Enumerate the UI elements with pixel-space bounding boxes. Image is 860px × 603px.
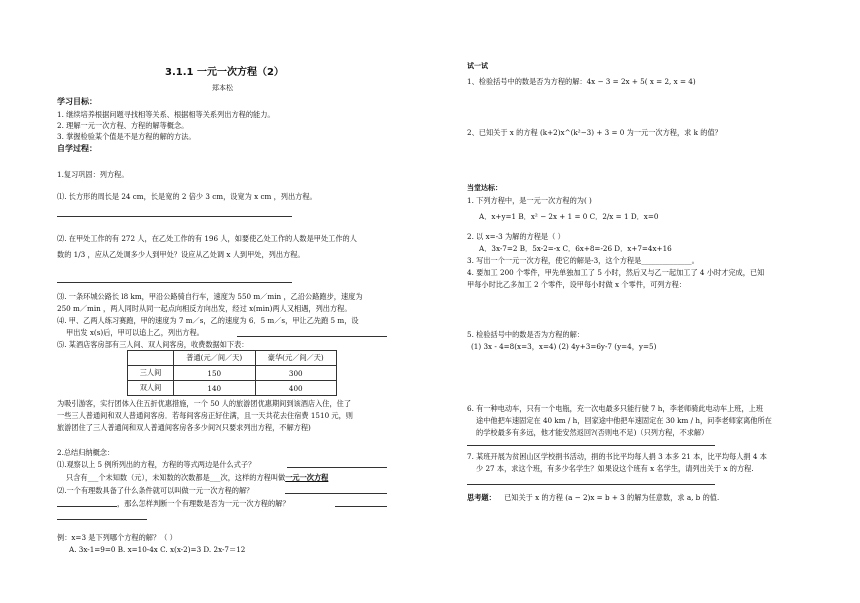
table-cell: 双人间 (128, 381, 174, 396)
summary-question-3: ，那么怎样判断一个有理数是否为一元一次方程的解？ (117, 499, 290, 508)
question-3-line-2: 250 m／min ，两人同时从同一起点向相反方向出发，经过 x(min)两人又相遇，列出方程。 (57, 304, 352, 313)
think-question (467, 493, 719, 502)
practice-question-3: 3. 写出一个一元一次方程，使它的解是-3，这个方程是______________。 (467, 256, 699, 265)
answer-line (335, 506, 387, 507)
answer-line (467, 445, 715, 446)
question-2-line-2: 数的 1/3 ，应从乙处调多少人到甲处？设应从乙处调 x 人到甲处，列出方程。 (57, 250, 305, 259)
question-2-line-1: ⑵. 在甲处工作的有 272 人，在乙处工作的有 196 人，如要使乙处工作的人数是甲处工作的人 (57, 234, 357, 243)
answer-line (57, 216, 292, 217)
answer-line (287, 467, 387, 468)
table-row (128, 366, 337, 381)
practice-question-4-line-1: 4. 要加工 200 个零件，甲先单独加工了 5 小时，然后又与乙一起加工了 4 小时才完成，已知 (467, 268, 765, 277)
table-header-cell: 普通(元／间／天) (174, 351, 256, 366)
author: 郑本松 (212, 84, 233, 92)
practice-question-4-line-2: 甲每小时比乙多加工 2 个零件，设甲每小时做 x 个零件，可列方程： (467, 280, 687, 289)
example-options: A. 3x-1=9=0 B. x=10-4x C. x(x-2)=3 D. 2x-7＝12 (69, 545, 246, 554)
answer-line (237, 336, 387, 337)
table-cell: 400 (255, 381, 337, 396)
answer-line (57, 282, 292, 283)
practice-question-2: 2. 以 x=-3 为解的方程是（ ） (467, 232, 565, 241)
answer-line (285, 493, 387, 494)
table-cell: 300 (255, 366, 337, 381)
table-header-cell: 豪华(元／间／天) (255, 351, 337, 366)
practice-question-6-line-2: 途中他把车速固定在 40 km / h，回家途中他把车速固定在 30 km / h，问李老师家离他所在 (476, 416, 772, 425)
question-5-detail: 为吸引游客，实行团体入住五折优惠措施，一个 50 人的旅游团优惠期间到该酒店入住，住了 (57, 399, 352, 408)
table-cell: 150 (174, 366, 256, 381)
practice-question-6-line-1: 6. 有一种电动车，只有一个电瓶，充一次电最多只能行驶 7 h，李老师骑此电动车上班，上班 (467, 404, 764, 413)
think-heading: 思考题： (467, 493, 496, 502)
question-1: ⑴. 长方形的周长是 24 cm，长是宽的 2 倍少 3 cm，设宽为 x cm ，列出方程。 (57, 192, 317, 201)
practice-question-1-options: A．x+y=1 B．x² − 2x + 1 = 0 C．2/x = 1 D．x=0 (479, 212, 659, 221)
practice-question-5-items: (1) 3x - 4=8(x=3，x=4) (2) 4y+3=6y-7 (y=4，y=5) (471, 342, 657, 351)
lesson-title: 3.1.1 一元一次方程（2） (165, 67, 284, 78)
summary-label: 2.总结归纳概念： (57, 448, 115, 457)
summary-question-2: ⑵.一个有理数具备了什么条件就可以叫做一元一次方程的解？ (57, 486, 254, 495)
review-label: 1.复习巩固：列方程。 (57, 170, 129, 179)
question-5-detail: 旅游团住了三人普通间和双人普通间客房各多少间?(只要求列出方程，不解方程) (57, 423, 311, 432)
goal-item: 3. 掌握检验某个值是不是方程的解的方法。 (57, 132, 196, 141)
try-question-2: 2、已知关于 x 的方程 (k+2)x^(k²−3) + 3 = 0 为一元一次方程，求 k 的值？ (467, 128, 722, 137)
try-heading: 试一试 (467, 62, 488, 70)
summary-question-1: ⑴.观察以上 5 例所列出的方程，方程的等式两边是什么式子？ (57, 460, 256, 469)
practice-question-7-line-2: 少 27 本，求这个班，有多少名学生？如果设这个班有 x 名学生，请列出关于 x 的方程. (476, 464, 754, 473)
practice-question-1: 1. 下列方程中，是一元一次方程的为( ) (467, 196, 592, 205)
goals-heading: 学习目标： (57, 97, 97, 106)
question-5: ⑸. 某酒店客房部有三人间、双人间客房，收费数据如下表： (57, 340, 249, 349)
practice-question-7-line-1: 7. 某班开展为贫困山区学校捐书活动，捐的书比平均每人捐 3 本多 21 本，比平均每人捐 4 本 (467, 452, 767, 461)
table-row (128, 381, 337, 396)
practice-question-6-line-3: 的学校最多有多远，他才能安然返回?(否则电不足)（只列方程，不求解） (476, 428, 709, 437)
process-heading: 自学过程： (57, 144, 97, 153)
table-header-row (128, 351, 337, 366)
practice-question-2-options: A．3x-7=2 B．5x-2=-x C．6x+8=-26 D．x+7=4x+16 (479, 244, 672, 253)
summary-statement (66, 473, 328, 482)
price-table (127, 350, 337, 396)
practice-question-5: 5. 检验括号中的数是否为方程的解： (467, 330, 584, 339)
goal-item: 2. 理解一元一次方程、方程的解等概念。 (57, 121, 189, 130)
practice-heading: 当堂达标： (467, 184, 502, 192)
question-3-line-1: ⑶. 一条环城公路长 l8 km，甲沿公路骑自行车，速度为 550 m／min ，乙沿公路跑步，速度为 (57, 292, 363, 301)
try-question-1: 1、检验括号中的数是否为方程的解：4x − 3 = 2x + 5( x = 2, x = 4) (467, 77, 696, 86)
answer-line (467, 484, 715, 485)
goal-item: 1. 继续培养根据问题寻找相等关系、根据相等关系列出方程的能力。 (57, 110, 275, 119)
table-cell: 三人间 (128, 366, 174, 381)
question-4-line-1: ⑷. 甲、乙两人练习赛跑，甲的速度为 7 m／s，乙的速度为 6．5 m／s，甲让乙先跑 5 m，设 (57, 316, 359, 325)
answer-line (57, 506, 117, 507)
example-question: 例：x=3 是下列哪个方程的解？（ ） (57, 533, 177, 542)
question-5-detail: 一些三人普通间和双人普通间客房．若每间客房正好住满，且一天共花去住宿费 1510 元，则 (57, 411, 353, 420)
table-header-cell (128, 351, 174, 366)
summary-statement-text: 只含有___个未知数（元），未知数的次数都是___次，这样的方程叫做 (66, 473, 286, 482)
think-text: 已知关于 x 的方程 (a − 2)x = b + 3 的解为任意数，求 a, b 的值. (504, 493, 720, 502)
table-cell: 140 (174, 381, 256, 396)
answer-line (57, 519, 147, 520)
question-4-line-2: 甲出发 x(s)后，甲可以追上乙，列出方程。 (66, 328, 204, 337)
key-term: 一元一次方程 (285, 473, 329, 482)
